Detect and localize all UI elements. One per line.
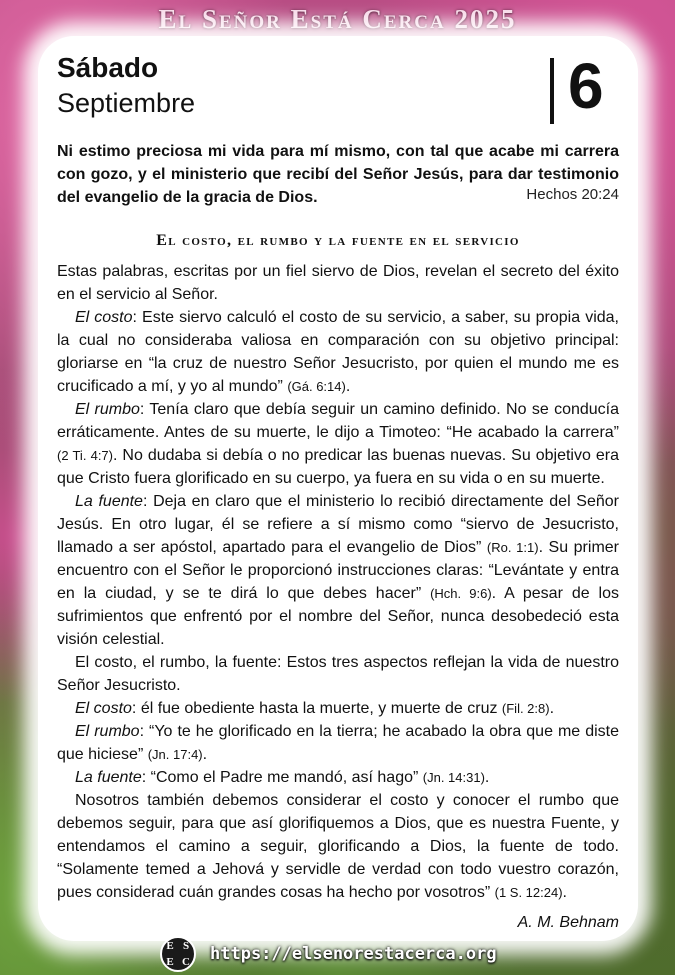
weekday: Sábado (57, 52, 159, 83)
scripture-ref: (2 Ti. 4:7) (57, 448, 113, 463)
footer (160, 937, 497, 971)
paragraph: El costo, el rumbo, la fuente: Estos tres aspectos reflejan la vida de nuestro Señor Jesucristo. (57, 654, 619, 694)
paragraph: La fuente: Deja en claro que el ministerio lo recibió directamente del Señor Jesús. En otro lugar, él se refiere a sí mismo como “siervo de Jesucristo, llamado a ser apóstol, apartado para el evangelio de Dios” (Ro. 1:1). Su primer encuentro con el Señor le proporcionó instrucciones claras: “Levántate y entra en la ciudad, y se te dirá lo que debes hacer” (Hch. 9:6). A pesar de los sufrimientos que enfrentó por el nombre del Señor, nunca desobedeció esta visión celestial. (57, 493, 619, 648)
scripture-ref: (Gá. 6:14) (287, 379, 346, 394)
scripture-ref: (Jn. 17:4) (147, 747, 203, 762)
paragraph: El rumbo: Tenía claro que debía seguir un camino definido. No se conducía erráticamente. Antes de su muerte, le dijo a Timoteo: “He acabado la carrera” (2 Ti. 4:7). No dudaba si debía o no predicar las buenas nuevas. Su objetivo era que Cristo fuera glorificado en su cuerpo, ya fuera en su vida o en su muerte. (57, 401, 620, 487)
paragraph: El rumbo: “Yo te he glorificado en la tierra; he acabado la obra que me diste que hiciese” (Jn. 17:4). (57, 723, 619, 763)
scripture-ref: (Fil. 2:8) (501, 701, 550, 716)
day-number: 6 (568, 50, 604, 122)
paragraph: El costo: él fue obediente hasta la muerte, y muerte de cruz (Fil. 2:8). (75, 700, 555, 717)
scripture-ref: (Hch. 9:6) (430, 586, 492, 601)
website-link[interactable]: https://elsenorestacerca.org (210, 944, 497, 964)
paragraph: Nosotros también debemos considerar el costo y conocer el rumbo que debemos seguir, para que así glorifiquemos a Dios, que es nuestra Fuente, y entendamos el camino a seguir, glorificando a Dios, la fuente de todo. “Solamente temed a Jehová y servidle de verdad con todo vuestro corazón, pues considerad cuán grandes cosas ha hecho por vosotros” (1 S. 12:24). (57, 792, 619, 901)
devotional-body (57, 260, 619, 904)
paragraph: La fuente: “Como el Padre me mandó, así hago” (Jn. 14:31). (75, 769, 490, 786)
section-title: El costo, el rumbo y la fuente en el servicio (156, 232, 520, 249)
esec-logo-icon: E S E C (160, 936, 196, 972)
scripture-ref: (1 S. 12:24) (494, 885, 563, 900)
date-divider (550, 58, 554, 124)
month: Septiembre (57, 88, 196, 118)
author-signature: A. M. Behnam (517, 914, 619, 931)
devotional-card (38, 36, 638, 941)
scripture-ref: (Jn. 14:31) (422, 770, 485, 785)
publication-title: El Señor Está Cerca 2025 (158, 4, 517, 34)
paragraph: Estas palabras, escritas por un fiel siervo de Dios, revelan el secreto del éxito en el servicio al Señor. (57, 263, 619, 303)
scripture-ref: (Ro. 1:1) (486, 540, 539, 555)
key-verse: Ni estimo preciosa mi vida para mí mismo, con tal que acabe mi carrera con gozo, y el ministerio que recibí del Señor Jesús, para dar testimonio del evangelio de la gracia de Dios. (57, 143, 619, 206)
paragraph: El costo: Este siervo calculó el costo de su servicio, a saber, su propia vida, la cual no consideraba valiosa en comparación con su objetivo principal: gloriarse en “la cruz de nuestro Señor Jesucristo, por quien el mundo me es crucificado a mí, y yo al mundo” (Gá. 6:14). (57, 309, 619, 395)
verse-reference: Hechos 20:24 (526, 186, 619, 203)
